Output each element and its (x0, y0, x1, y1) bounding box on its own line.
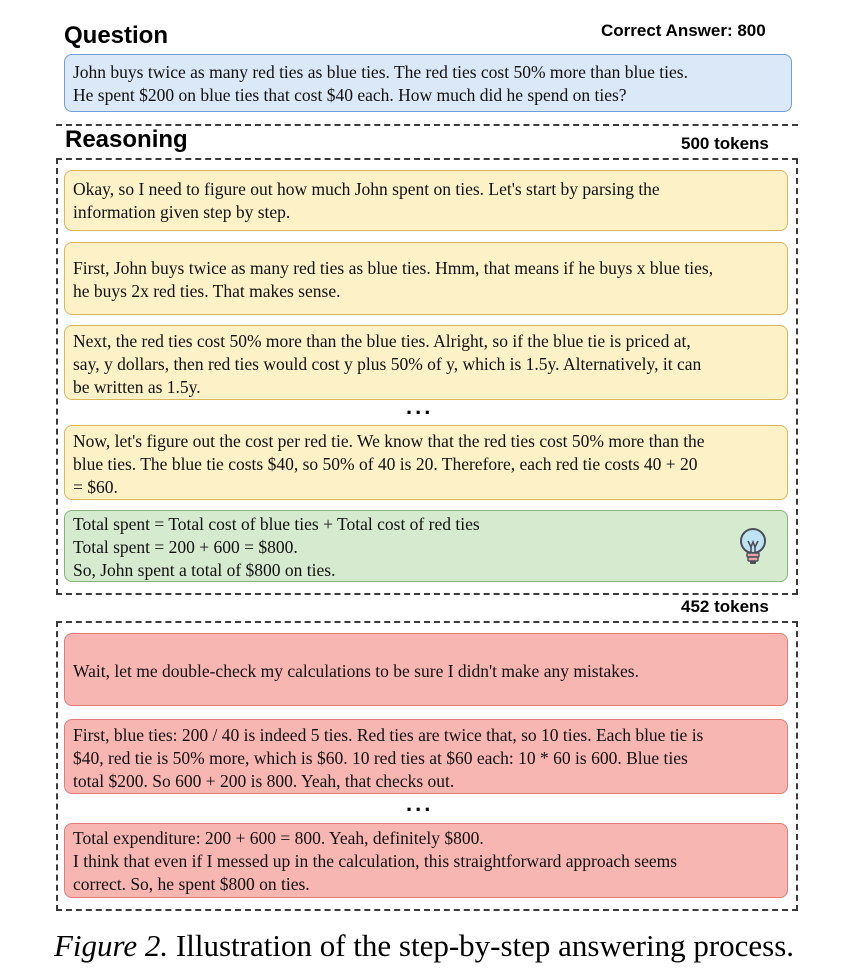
token-count-reasoning: 500 tokens (681, 134, 769, 153)
question-line: John buys twice as many red ties as blue ties. The red ties cost 50% more than blue ties. (73, 62, 688, 82)
step-line: say, y dollars, then red ties would cost y plus 50% of y, which is 1.5y. Alternatively, it can (73, 354, 702, 374)
verify-line: $40, red tie is 50% more, which is $60. 10 red ties at $60 each: 10 * 60 is 600. Blue ties (73, 748, 688, 768)
step-line: information given step by step. (73, 202, 291, 222)
verify-line: Wait, let me double-check my calculations to be sure I didn't make any mistakes. (73, 661, 639, 681)
verify-line: First, blue ties: 200 / 40 is indeed 5 ties. Red ties are twice that, so 10 ties. Each blue tie is (73, 725, 704, 745)
question-line: He spent $200 on blue ties that cost $40 each. How much did he spend on ties? (73, 85, 627, 105)
verification-step (64, 823, 788, 898)
answer-box (64, 510, 788, 582)
step-line: blue ties. The blue tie costs $40, so 50% of 40 is 20. Therefore, each red tie costs 40 + 20 (73, 454, 698, 474)
verify-line: Total expenditure: 200 + 600 = 800. Yeah, definitely $800. (73, 828, 484, 848)
token-count-verification: 452 tokens (681, 597, 769, 616)
step-line: = $60. (73, 477, 118, 497)
correct-answer-label: Correct Answer: 800 (601, 21, 766, 40)
answer-line: Total spent = Total cost of blue ties + Total cost of red ties (73, 514, 480, 534)
step-line: be written as 1.5y. (73, 377, 201, 397)
verify-line: total $200. So 600 + 200 is 800. Yeah, that checks out. (73, 771, 455, 791)
question-box (64, 54, 792, 112)
step-line: First, John buys twice as many red ties as blue ties. Hmm, that means if he buys x blue ties, (73, 258, 714, 278)
reasoning-step (64, 325, 788, 400)
verification-step (64, 633, 788, 706)
figure-caption (0, 928, 848, 964)
step-line: he buys 2x red ties. That makes sense. (73, 281, 341, 301)
reasoning-step (64, 425, 788, 500)
reasoning-heading: Reasoning (65, 126, 188, 153)
reasoning-step (64, 242, 788, 315)
step-line: Okay, so I need to figure out how much John spent on ties. Let's start by parsing the (73, 179, 660, 199)
lightbulb-icon (737, 526, 769, 566)
answer-line: Total spent = 200 + 600 = $800. (73, 537, 298, 557)
ellipsis: ... (406, 394, 434, 419)
verify-line: I think that even if I messed up in the calculation, this straightforward approach seems (73, 851, 678, 871)
caption-text: Illustration of the step-by-step answering process. (168, 928, 795, 963)
verify-line: correct. So, he spent $800 on ties. (73, 874, 310, 894)
verification-step (64, 719, 788, 794)
step-line: Next, the red ties cost 50% more than the blue ties. Alright, so if the blue tie is priced at, (73, 331, 691, 351)
figure-label: Figure 2. (53, 928, 169, 963)
question-heading: Question (64, 22, 169, 49)
ellipsis: ... (406, 791, 434, 816)
reasoning-step (64, 170, 788, 231)
step-line: Now, let's figure out the cost per red tie. We know that the red ties cost 50% more than the (73, 431, 705, 451)
answer-line: So, John spent a total of $800 on ties. (73, 560, 336, 580)
